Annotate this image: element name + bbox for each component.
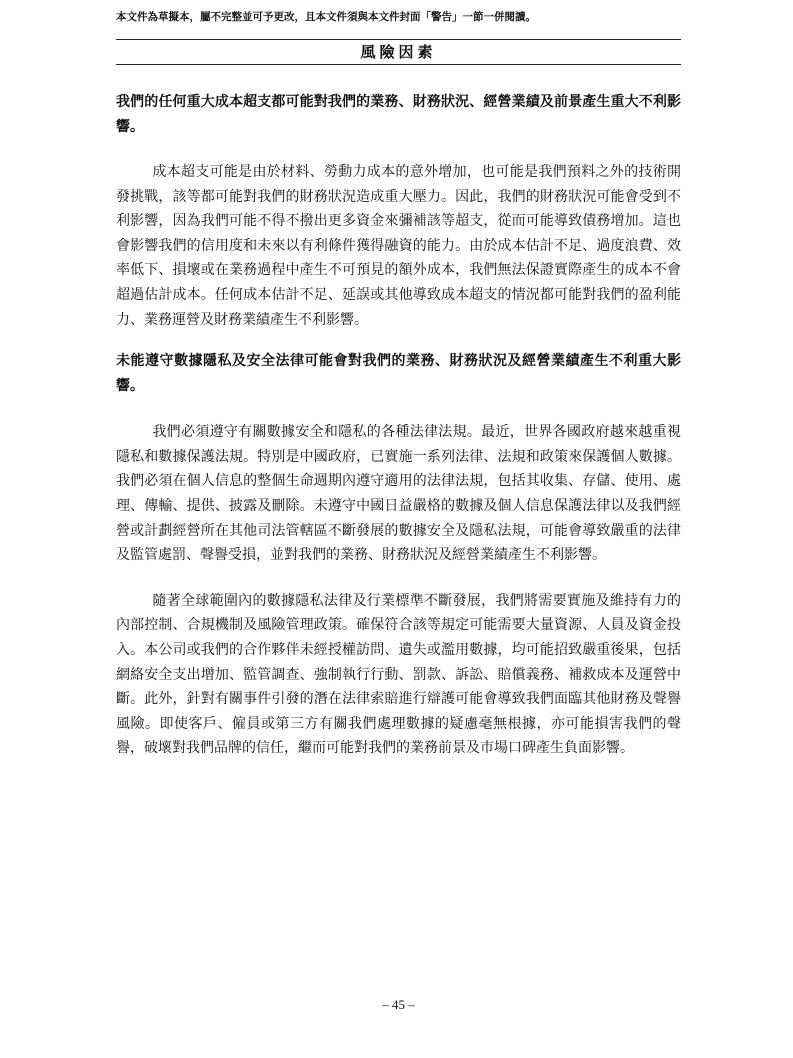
draft-disclaimer: 本文件為草擬本，屬不完整並可予更改，且本文件須與本文件封面「警告」一節一併閱讀。: [116, 11, 536, 23]
paragraph-data-privacy-compliance: 我們必須遵守有關數據安全和隱私的各種法律法規。最近，世界各國政府越來越重視隱私和數據保護法規。特別是中國政府，已實施一系列法律、法規和政策來保護個人數據。我們必須在個人信息的整個生命週期內遵守適用的法律法規，包括其收集、存儲、使用、處理、傳輸、提供、披露及刪除。未遵守中國日益嚴格的數據及個人信息保護法律以及我們經營或計劃經營所在其他司法管轄區不斷發展的數據安全及隱私法規，可能會導致嚴重的法律及監管處罰、聲譽受損，並對我們的業務、財務狀況及經營業績產生不利影響。: [116, 424, 681, 564]
risk-heading-data-privacy: 未能遵守數據隱私及安全法律可能會對我們的業務、財務狀況及經營業績產生不利重大影響。: [116, 353, 681, 395]
document-body: [116, 90, 681, 761]
header-divider-top: [116, 39, 681, 40]
page-number: – 45 –: [382, 997, 415, 1012]
header-divider-bottom: [116, 64, 681, 65]
paragraph-cost-overrun: 成本超支可能是由於材料、勞動力成本的意外增加，也可能是我們預料之外的技術開發挑戰，該等都可能對我們的財務狀況造成重大壓力。因此，我們的財務狀況可能會受到不利影響，因為我們可能不得不撥出更多資金來彌補該等超支，從而可能導致債務增加。這也會影響我們的信用度和未來以有利條件獲得融資的能力。由於成本估計不足、過度浪費、效率低下、損壞或在業務過程中產生不可預見的額外成本，我們無法保證實際產生的成本不會超過估計成本。任何成本估計不足、延誤或其他導致成本超支的情況都可能對我們的盈利能力、業務運營及財務業績產生不利影響。: [116, 164, 681, 328]
risk-heading-cost-overrun: 我們的任何重大成本超支都可能對我們的業務、財務狀況、經營業績及前景產生重大不利影響。: [116, 94, 681, 135]
section-title: 風險因素: [360, 43, 437, 61]
paragraph-data-privacy-consequences: 隨著全球範圍內的數據隱私法律及行業標準不斷發展，我們將需要實施及維持有力的內部控制、合規機制及風險管理政策。確保符合該等規定可能需要大量資源、人員及資金投入。本公司或我們的合作夥伴未經授權訪問、遺失或濫用數據，均可能招致嚴重後果，包括網絡安全支出增加、監管調查、強制執行行動、罰款、訴訟、賠償義務、補救成本及運營中斷。此外，針對有關事件引發的潛在法律索賠進行辯護可能會導致我們面臨其他財務及聲譽風險。即使客戶、僱員或第三方有關我們處理數據的疑慮毫無根據，亦可能損害我們的聲譽，破壞對我們品牌的信任，繼而可能對我們的業務前景及市場口碑產生負面影響。: [116, 592, 681, 757]
